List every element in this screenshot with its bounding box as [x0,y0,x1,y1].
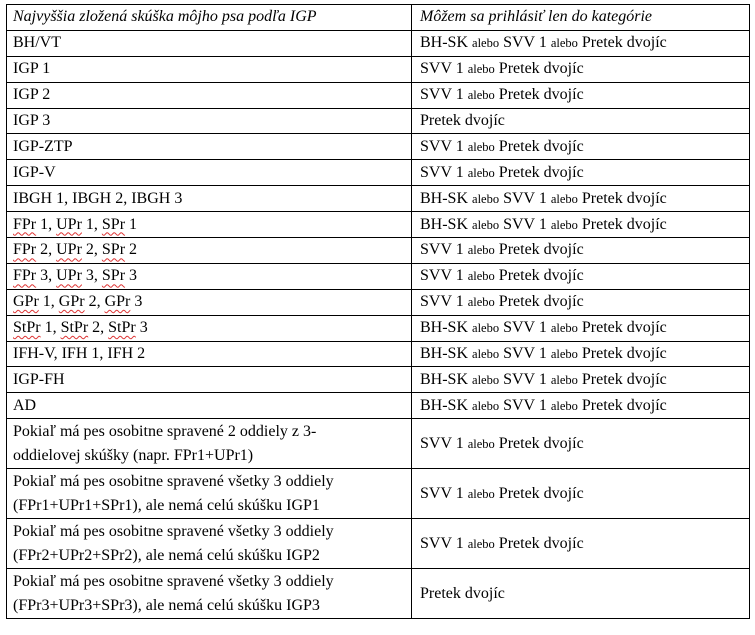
table-row [7,212,750,238]
exam-cell: Pokiaľ má pes osobitne spravené 2 oddiely z 3- oddielovej skúšky (napr. FPr1+UPr1) [7,419,412,469]
exam-cell: IGP-V [7,160,412,186]
table-row [7,367,750,393]
table-row [7,186,750,212]
header-row [7,5,750,31]
exam-cell: GPr 1, GPr 2, GPr 3 [7,289,412,315]
category-cell: SVV 1 alebo Pretek dvojíc [412,238,750,264]
category-cell: SVV 1 alebo Pretek dvojíc [412,263,750,289]
table-row [7,56,750,82]
table-row [7,419,750,469]
table-row [7,160,750,186]
exam-cell: FPr 2, UPr 2, SPr 2 [7,238,412,264]
table-row [7,289,750,315]
category-cell: SVV 1 alebo Pretek dvojíc [412,134,750,160]
category-cell: Pretek dvojíc [412,569,750,619]
category-cell: BH-SK alebo SVV 1 alebo Pretek dvojíc [412,341,750,367]
table-row [7,108,750,134]
category-cell: SVV 1 alebo Pretek dvojíc [412,289,750,315]
category-cell: BH-SK alebo SVV 1 alebo Pretek dvojíc [412,186,750,212]
exam-cell: IGP 1 [7,56,412,82]
exam-cell: IFH-V, IFH 1, IFH 2 [7,341,412,367]
exam-cell: Pokiaľ má pes osobitne spravené všetky 3 oddiely (FPr1+UPr1+SPr1), ale nemá celú skúšku IGP1 [7,469,412,519]
category-cell: Pretek dvojíc [412,108,750,134]
table-row [7,569,750,619]
table-row [7,263,750,289]
exam-cell: IGP 3 [7,108,412,134]
exam-cell: IBGH 1, IBGH 2, IBGH 3 [7,186,412,212]
category-cell: BH-SK alebo SVV 1 alebo Pretek dvojíc [412,212,750,238]
table-row [7,30,750,56]
table-row [7,469,750,519]
table-row [7,134,750,160]
exam-cell: StPr 1, StPr 2, StPr 3 [7,315,412,341]
table-row [7,315,750,341]
category-cell: BH-SK alebo SVV 1 alebo Pretek dvojíc [412,393,750,419]
eligibility-table [6,4,750,619]
exam-cell: IGP-FH [7,367,412,393]
exam-cell: AD [7,393,412,419]
header-exam: Najvyššia zložená skúška môjho psa podľa IGP [7,5,412,31]
exam-cell: IGP 2 [7,82,412,108]
table-row [7,519,750,569]
table-row [7,393,750,419]
exam-cell: BH/VT [7,30,412,56]
table-row [7,238,750,264]
category-cell: SVV 1 alebo Pretek dvojíc [412,469,750,519]
category-cell: BH-SK alebo SVV 1 alebo Pretek dvojíc [412,315,750,341]
header-category: Môžem sa prihlásiť len do kategórie [412,5,750,31]
exam-cell: Pokiaľ má pes osobitne spravené všetky 3 oddiely (FPr3+UPr3+SPr3), ale nemá celú skúšku IGP3 [7,569,412,619]
category-cell: BH-SK alebo SVV 1 alebo Pretek dvojíc [412,367,750,393]
exam-cell: FPr 3, UPr 3, SPr 3 [7,263,412,289]
exam-cell: FPr 1, UPr 1, SPr 1 [7,212,412,238]
category-cell: BH-SK alebo SVV 1 alebo Pretek dvojíc [412,30,750,56]
category-cell: SVV 1 alebo Pretek dvojíc [412,519,750,569]
category-cell: SVV 1 alebo Pretek dvojíc [412,56,750,82]
category-cell: SVV 1 alebo Pretek dvojíc [412,160,750,186]
table-row [7,341,750,367]
table-row [7,82,750,108]
exam-cell: IGP-ZTP [7,134,412,160]
exam-cell: Pokiaľ má pes osobitne spravené všetky 3 oddiely (FPr2+UPr2+SPr2), ale nemá celú skúšku IGP2 [7,519,412,569]
category-cell: SVV 1 alebo Pretek dvojíc [412,82,750,108]
category-cell: SVV 1 alebo Pretek dvojíc [412,419,750,469]
